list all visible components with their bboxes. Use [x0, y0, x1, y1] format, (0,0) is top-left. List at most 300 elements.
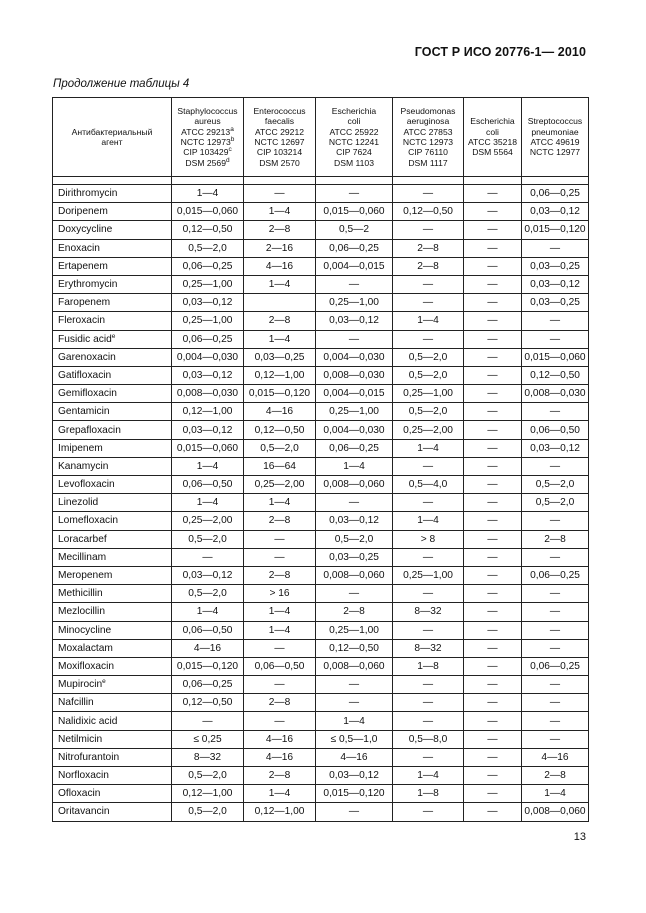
range-cell: —	[464, 603, 522, 621]
range-cell: —	[522, 676, 589, 694]
range-cell: —	[522, 603, 589, 621]
spacer-row	[53, 177, 589, 185]
range-cell: —	[244, 185, 316, 203]
range-cell: —	[393, 457, 464, 475]
range-cell: 0,25—2,00	[393, 421, 464, 439]
range-cell: 0,5—2,0	[522, 476, 589, 494]
range-cell: —	[316, 803, 393, 821]
range-cell: 0,03—0,25	[522, 294, 589, 312]
header-line: NCTC 12977	[529, 147, 581, 158]
range-cell: 0,06—0,25	[172, 676, 244, 694]
table-row	[53, 403, 589, 421]
table-row	[53, 785, 589, 803]
range-cell: —	[464, 421, 522, 439]
range-cell: 0,5—2,0	[393, 348, 464, 366]
table-row	[53, 366, 589, 384]
range-cell: 2—8	[316, 603, 393, 621]
range-cell: 1—4	[316, 712, 393, 730]
range-cell: 1—8	[393, 785, 464, 803]
header-line: DSM 2570	[259, 157, 300, 168]
table-row	[53, 639, 589, 657]
range-cell: 8—32	[172, 748, 244, 766]
table-row	[53, 221, 589, 239]
range-cell: —	[464, 275, 522, 293]
range-cell: —	[464, 385, 522, 403]
range-cell: —	[316, 330, 393, 348]
table-row	[53, 621, 589, 639]
range-cell: —	[464, 694, 522, 712]
range-cell: 0,008—0,060	[316, 566, 393, 584]
range-cell: 0,5—2,0	[522, 494, 589, 512]
range-cell: 0,06—0,50	[172, 476, 244, 494]
header-line: Staphylococcus	[177, 105, 238, 116]
agent-name-cell: Gemifloxacin	[53, 385, 172, 403]
range-cell: 1—4	[244, 603, 316, 621]
range-cell: 0,25—1,00	[393, 385, 464, 403]
range-cell: 0,03—0,12	[522, 275, 589, 293]
range-cell: —	[172, 712, 244, 730]
range-cell: 0,008—0,060	[522, 803, 589, 821]
range-cell: —	[393, 712, 464, 730]
header-line: DSM 1103	[334, 157, 374, 168]
range-cell: 0,03—0,12	[522, 439, 589, 457]
header-line: coli	[486, 126, 499, 137]
table-row	[53, 330, 589, 348]
range-cell: 0,12—0,50	[522, 366, 589, 384]
agent-name-cell: Oritavancin	[53, 803, 172, 821]
range-cell: —	[464, 257, 522, 275]
table-header-row	[53, 98, 589, 177]
range-cell: 0,015—0,060	[522, 348, 589, 366]
range-cell: —	[464, 312, 522, 330]
footnote-mark: e	[111, 332, 116, 340]
range-cell: —	[464, 566, 522, 584]
range-cell: 1—4	[172, 494, 244, 512]
table-row	[53, 748, 589, 766]
range-cell: —	[464, 203, 522, 221]
agent-name-cell: Doripenem	[53, 203, 172, 221]
header-line: NCTC 12697	[254, 137, 305, 147]
range-cell: 0,03—0,12	[172, 421, 244, 439]
table-row	[53, 548, 589, 566]
table-row	[53, 530, 589, 548]
agent-name-cell: Grepafloxacin	[53, 421, 172, 439]
range-cell: 0,004—0,030	[172, 348, 244, 366]
range-cell: 0,12—0,50	[316, 639, 393, 657]
range-cell: —	[172, 548, 244, 566]
range-cell: 0,25—1,00	[316, 621, 393, 639]
header-line: pneumoniae	[531, 126, 579, 137]
agent-name-cell: Ofloxacin	[53, 785, 172, 803]
agent-name-cell: Moxalactam	[53, 639, 172, 657]
range-cell: 1—4	[172, 603, 244, 621]
agent-name-cell: Norfloxacin	[53, 767, 172, 785]
range-cell: —	[393, 676, 464, 694]
organism-column-header	[393, 98, 464, 177]
range-cell: 0,5—2,0	[172, 767, 244, 785]
range-cell: 0,004—0,030	[316, 421, 393, 439]
header-line: NCTC 12973	[402, 137, 454, 147]
table-row	[53, 512, 589, 530]
organism-column-header	[522, 98, 589, 177]
range-cell: 0,5—4,0	[393, 476, 464, 494]
header-line: DSM 1117	[408, 157, 448, 168]
table-row	[53, 494, 589, 512]
agent-name-cell: Linezolid	[53, 494, 172, 512]
organism-column-header	[244, 98, 316, 177]
range-cell: —	[393, 330, 464, 348]
standard-number: ГОСТ Р ИСО 20776-1— 2010	[414, 45, 586, 59]
range-cell: —	[522, 639, 589, 657]
range-cell: 0,5—8,0	[393, 730, 464, 748]
footnote-mark: e	[102, 678, 106, 686]
footnote-mark: a	[230, 125, 234, 133]
range-cell: 0,5—2,0	[172, 585, 244, 603]
range-cell	[244, 294, 316, 312]
header-line: Escherichia	[331, 105, 377, 116]
range-cell: —	[464, 730, 522, 748]
range-cell: —	[393, 621, 464, 639]
range-cell: 1—4	[522, 785, 589, 803]
range-cell: 0,015—0,120	[522, 221, 589, 239]
range-cell: 2—8	[393, 239, 464, 257]
range-cell: —	[464, 548, 522, 566]
range-cell: —	[244, 712, 316, 730]
agent-name-cell: Faropenem	[53, 294, 172, 312]
range-cell: ≤ 0,25	[172, 730, 244, 748]
range-cell: 0,25—2,00	[244, 476, 316, 494]
agent-name-cell: Nitrofurantoin	[53, 748, 172, 766]
range-cell: ≤ 0,5—1,0	[316, 730, 393, 748]
range-cell: 0,03—0,12	[172, 294, 244, 312]
range-cell: —	[464, 676, 522, 694]
agent-name-cell: Nafcillin	[53, 694, 172, 712]
header-line: CIP 76110	[408, 147, 448, 158]
range-cell: —	[464, 530, 522, 548]
range-cell: 8—32	[393, 639, 464, 657]
range-cell: 2—8	[522, 530, 589, 548]
range-cell: —	[244, 676, 316, 694]
range-cell: —	[464, 803, 522, 821]
range-cell: 0,06—0,25	[522, 185, 589, 203]
range-cell: —	[393, 803, 464, 821]
range-cell: —	[316, 494, 393, 512]
table-row	[53, 476, 589, 494]
range-cell: 4—16	[244, 730, 316, 748]
range-cell: 0,12—1,00	[244, 803, 316, 821]
agent-name-cell: Lomefloxacin	[53, 512, 172, 530]
range-cell: 0,5—2	[316, 221, 393, 239]
range-cell: —	[316, 275, 393, 293]
table-row	[53, 712, 589, 730]
range-cell: —	[393, 294, 464, 312]
range-cell: 2—8	[244, 512, 316, 530]
agent-name-cell: Erythromycin	[53, 275, 172, 293]
range-cell: 2—8	[244, 767, 316, 785]
agent-name-cell: Mezlocillin	[53, 603, 172, 621]
header-line: DSM 5564	[472, 147, 513, 158]
range-cell: 0,03—0,25	[522, 257, 589, 275]
agent-name-cell: Netilmicin	[53, 730, 172, 748]
range-cell: 8—32	[393, 603, 464, 621]
range-cell: 2—8	[244, 566, 316, 584]
agent-header-line: агент	[101, 137, 123, 147]
header-line: Enterococcus	[253, 105, 306, 116]
range-cell: 1—4	[244, 203, 316, 221]
header-line: CIP 103214	[256, 147, 303, 158]
range-cell: 1—8	[393, 657, 464, 675]
table-row	[53, 730, 589, 748]
organism-column-header	[464, 98, 522, 177]
table-row	[53, 657, 589, 675]
agent-name-cell: Imipenem	[53, 439, 172, 457]
header-line: ATCC 35218	[467, 137, 518, 147]
range-cell: 0,12—1,00	[172, 403, 244, 421]
range-cell: 1—4	[393, 512, 464, 530]
range-cell: —	[522, 621, 589, 639]
range-cell: 0,008—0,030	[522, 385, 589, 403]
organism-column-header	[172, 98, 244, 177]
range-cell: 0,06—0,25	[316, 439, 393, 457]
agent-column-header	[53, 98, 172, 177]
range-cell: —	[522, 312, 589, 330]
range-cell: —	[393, 694, 464, 712]
range-cell: 0,12—0,50	[393, 203, 464, 221]
range-cell: —	[464, 366, 522, 384]
range-cell: 0,004—0,015	[316, 257, 393, 275]
range-cell: 0,06—0,25	[522, 566, 589, 584]
range-cell: —	[522, 694, 589, 712]
header-line: coli	[347, 116, 361, 127]
range-cell: 1—4	[393, 439, 464, 457]
range-cell: 0,25—1,00	[172, 312, 244, 330]
range-cell: 0,25—2,00	[172, 512, 244, 530]
range-cell: —	[244, 548, 316, 566]
range-cell: 0,25—1,00	[172, 275, 244, 293]
range-cell: —	[464, 639, 522, 657]
agent-name-cell: Methicillin	[53, 585, 172, 603]
header-line: aureus	[194, 116, 221, 127]
header-line: ATCC 29212	[254, 126, 305, 137]
range-cell: —	[393, 185, 464, 203]
range-cell: 0,03—0,12	[172, 366, 244, 384]
header-line: ATCC 25922	[329, 126, 379, 137]
range-cell: —	[464, 330, 522, 348]
header-line: faecalis	[264, 116, 295, 127]
range-cell: 2—8	[244, 221, 316, 239]
range-cell: —	[393, 548, 464, 566]
range-cell: 2—8	[522, 767, 589, 785]
range-cell: 16—64	[244, 457, 316, 475]
table-row	[53, 566, 589, 584]
range-cell: —	[464, 767, 522, 785]
range-cell: —	[464, 348, 522, 366]
header-line: NCTC 12973$^b$	[180, 136, 235, 147]
agent-name-cell: Minocycline	[53, 621, 172, 639]
range-cell: 0,004—0,015	[316, 385, 393, 403]
agent-name-cell: Enoxacin	[53, 239, 172, 257]
range-cell: > 16	[244, 585, 316, 603]
header-line: aeruginosa	[406, 116, 450, 127]
agent-name-cell: Ertapenem	[53, 257, 172, 275]
range-cell: —	[464, 185, 522, 203]
range-cell: 0,008—0,060	[316, 476, 393, 494]
range-cell: —	[464, 712, 522, 730]
table-row	[53, 585, 589, 603]
range-cell: 0,12—0,50	[172, 694, 244, 712]
range-cell: 1—4	[393, 767, 464, 785]
range-cell: 1—4	[244, 330, 316, 348]
table-row	[53, 185, 589, 203]
range-cell: —	[522, 457, 589, 475]
agent-name-cell: Levofloxacin	[53, 476, 172, 494]
range-cell: —	[316, 185, 393, 203]
range-cell: 0,03—0,12	[316, 767, 393, 785]
footnote-mark: c	[228, 146, 232, 154]
range-cell: 0,06—0,50	[244, 657, 316, 675]
table-row	[53, 275, 589, 293]
range-cell: 0,008—0,030	[316, 366, 393, 384]
header-line: DSM 2569$^d$	[185, 156, 230, 168]
range-cell: 2—8	[244, 312, 316, 330]
range-cell: 0,03—0,12	[172, 566, 244, 584]
range-cell: —	[522, 403, 589, 421]
header-line: Pseudomonas	[400, 105, 456, 116]
page-number: 13	[573, 831, 586, 843]
table-row	[53, 239, 589, 257]
range-cell: —	[522, 730, 589, 748]
range-cell: —	[244, 530, 316, 548]
range-cell: —	[522, 239, 589, 257]
range-cell: 0,5—2,0	[316, 530, 393, 548]
agent-name-cell: Mupirocin$^e$	[53, 676, 172, 694]
table-row	[53, 348, 589, 366]
range-cell: —	[464, 294, 522, 312]
range-cell: 0,015—0,060	[316, 203, 393, 221]
range-cell: —	[464, 512, 522, 530]
range-cell: —	[464, 785, 522, 803]
range-cell: 4—16	[244, 257, 316, 275]
range-cell: 0,015—0,060	[172, 439, 244, 457]
agent-name-cell: Fleroxacin	[53, 312, 172, 330]
range-cell: 2—16	[244, 239, 316, 257]
organism-column-header	[316, 98, 393, 177]
range-cell: —	[464, 476, 522, 494]
agent-name-cell: Fusidic acid$^e$	[53, 330, 172, 348]
range-cell: 0,03—0,12	[316, 512, 393, 530]
agent-name-cell: Gentamicin	[53, 403, 172, 421]
table-row	[53, 603, 589, 621]
range-cell: 1—4	[393, 312, 464, 330]
range-cell: 0,008—0,060	[316, 657, 393, 675]
range-cell: 4—16	[244, 748, 316, 766]
range-cell: 4—16	[244, 403, 316, 421]
range-cell: 4—16	[172, 639, 244, 657]
agent-name-cell: Kanamycin	[53, 457, 172, 475]
range-cell: 0,03—0,12	[522, 203, 589, 221]
agent-name-cell: Loracarbef	[53, 530, 172, 548]
range-cell: 0,06—0,25	[522, 657, 589, 675]
range-cell: 0,06—0,25	[172, 330, 244, 348]
table-row	[53, 767, 589, 785]
table-row	[53, 803, 589, 821]
range-cell: 2—8	[244, 694, 316, 712]
agent-name-cell: Garenoxacin	[53, 348, 172, 366]
range-cell: 0,06—0,25	[316, 239, 393, 257]
table-row	[53, 312, 589, 330]
range-cell: 0,25—1,00	[393, 566, 464, 584]
range-cell: 2—8	[393, 257, 464, 275]
range-cell: —	[316, 585, 393, 603]
range-cell: —	[393, 585, 464, 603]
range-cell: —	[316, 694, 393, 712]
range-cell: —	[464, 585, 522, 603]
table-row	[53, 694, 589, 712]
footnote-mark: d	[225, 156, 230, 164]
range-cell: —	[393, 748, 464, 766]
range-cell: —	[464, 221, 522, 239]
table-row	[53, 385, 589, 403]
header-line: ATCC 27853	[403, 126, 453, 137]
range-cell: 0,015—0,120	[244, 385, 316, 403]
range-cell: 0,12—1,00	[172, 785, 244, 803]
header-line: ATCC 29213$^a$	[181, 125, 234, 137]
header-line: CIP 7624	[336, 147, 372, 158]
table-row	[53, 676, 589, 694]
agent-name-cell: Doxycycline	[53, 221, 172, 239]
range-cell: 4—16	[522, 748, 589, 766]
range-cell: 0,015—0,060	[172, 203, 244, 221]
table-row	[53, 457, 589, 475]
range-cell: —	[393, 494, 464, 512]
range-cell: —	[522, 512, 589, 530]
range-cell: —	[244, 639, 316, 657]
range-cell: 0,03—0,25	[244, 348, 316, 366]
agent-name-cell: Mecillinam	[53, 548, 172, 566]
header-line: ATCC 49619	[530, 137, 580, 147]
range-cell: —	[464, 403, 522, 421]
range-cell: 0,12—0,50	[172, 221, 244, 239]
range-cell: —	[522, 548, 589, 566]
range-cell: —	[393, 221, 464, 239]
range-cell: 1—4	[244, 494, 316, 512]
range-cell: 1—4	[316, 457, 393, 475]
range-cell: —	[464, 457, 522, 475]
range-cell: 1—4	[244, 275, 316, 293]
range-cell: —	[522, 330, 589, 348]
range-cell: —	[464, 494, 522, 512]
range-cell: 0,015—0,120	[172, 657, 244, 675]
range-cell: 0,12—1,00	[244, 366, 316, 384]
range-cell: 0,5—2,0	[393, 403, 464, 421]
range-cell: —	[522, 585, 589, 603]
range-cell: 0,25—1,00	[316, 403, 393, 421]
header-line: CIP 103429$^c$	[183, 146, 232, 158]
range-cell: —	[464, 439, 522, 457]
range-cell: 0,03—0,12	[316, 312, 393, 330]
range-cell: —	[464, 239, 522, 257]
agent-name-cell: Gatifloxacin	[53, 366, 172, 384]
range-cell: 0,5—2,0	[172, 530, 244, 548]
header-line: Streptococcus	[527, 116, 583, 127]
table-row	[53, 421, 589, 439]
range-cell: 1—4	[172, 457, 244, 475]
table-row	[53, 203, 589, 221]
range-cell: 4—16	[316, 748, 393, 766]
range-cell: 0,12—0,50	[244, 421, 316, 439]
agent-name-cell: Nalidixic acid	[53, 712, 172, 730]
table-caption: Продолжение таблицы 4	[53, 78, 190, 90]
